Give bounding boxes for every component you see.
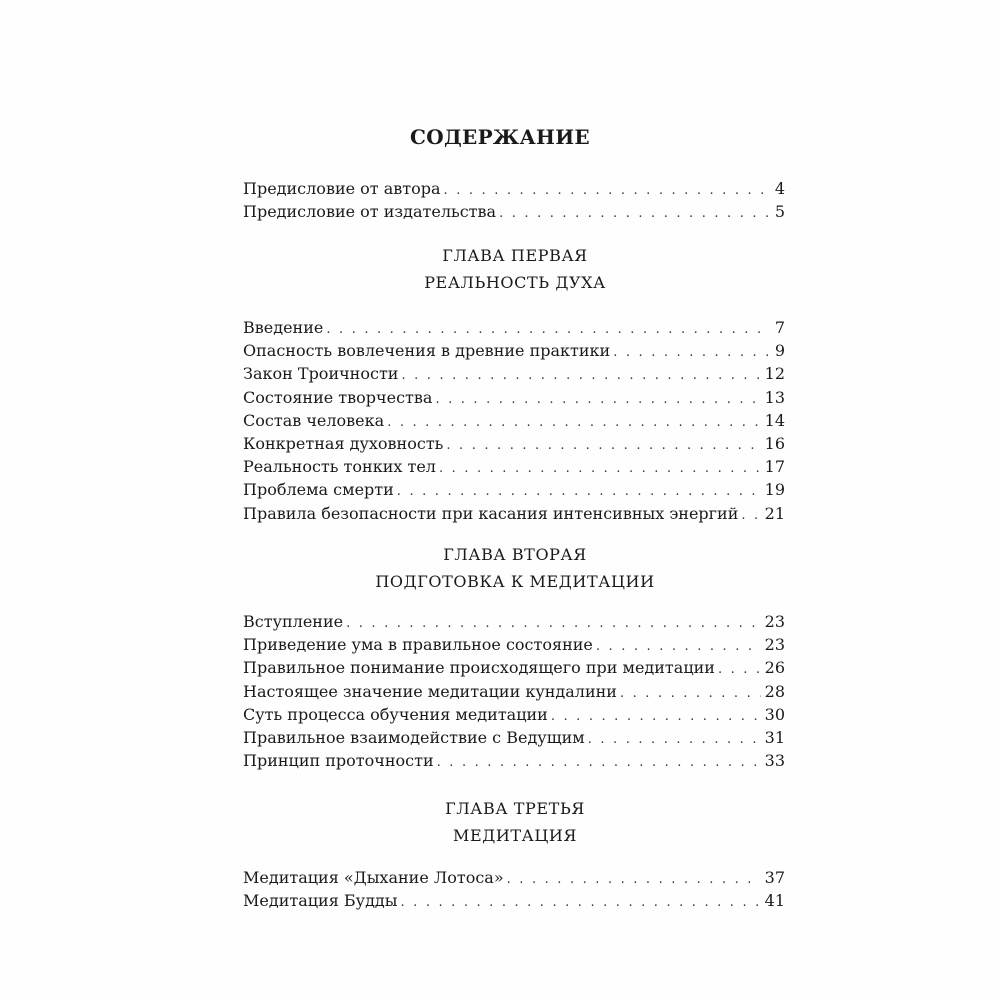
toc-entry-page: 4 [774, 179, 785, 198]
toc-entry-page: 31 [764, 727, 785, 747]
dot-leader [741, 504, 760, 527]
toc-entry-label: Медитация Будды [243, 891, 398, 911]
dot-leader [620, 682, 761, 705]
toc-entry [243, 316, 785, 339]
toc-entry [243, 680, 785, 703]
toc-entry [243, 889, 785, 912]
chapter-name: МЕДИТАЦИЯ [452, 826, 578, 845]
toc-entry [243, 749, 785, 772]
toc-entry-page: 16 [764, 433, 785, 453]
chapter-heading [0, 541, 1000, 595]
toc-entry [243, 478, 785, 501]
toc-entry [243, 200, 785, 223]
chapter-2-list [243, 610, 785, 772]
dot-leader [613, 341, 771, 364]
toc-entry-label: Состояние творчества [243, 387, 433, 407]
toc-entry-page: 7 [774, 318, 785, 337]
toc-entry-page: 13 [764, 387, 785, 407]
toc-entry [243, 610, 785, 633]
toc-entry-label: Опасность вовлечения в древние практики [243, 341, 611, 361]
dot-leader [435, 388, 760, 411]
toc-entry [243, 502, 785, 525]
toc-entry-label: Медитация «Дыхание Лотоса» [243, 868, 504, 887]
contents-title: СОДЕРЖАНИЕ [410, 125, 590, 149]
toc-entry-label: Принцип проточности [243, 751, 434, 771]
toc-entry [243, 386, 785, 409]
toc-entry-page: 9 [774, 341, 785, 361]
dot-leader [439, 457, 761, 480]
toc-entry [243, 633, 785, 656]
toc-entry [243, 455, 785, 478]
dot-leader [387, 411, 760, 434]
toc-entry [243, 656, 785, 679]
toc-entry-label: Введение [243, 318, 324, 337]
toc-entry-label: Приведение ума в правильное состояние [243, 635, 593, 655]
toc-entry-label: Предисловие от издательства [243, 202, 497, 222]
toc-entry-page: 14 [764, 410, 785, 430]
toc-entry-label: Правильное взаимодействие с Ведущим [243, 727, 585, 747]
toc-entry-label: Предисловие от автора [243, 179, 441, 198]
toc-entry-page: 5 [774, 202, 785, 222]
dot-leader [401, 891, 761, 914]
toc-entry-page: 37 [764, 868, 785, 887]
toc-entry-label: Состав человека [243, 410, 385, 430]
dot-leader [507, 868, 761, 891]
toc-entry [243, 866, 785, 889]
dot-leader [346, 612, 761, 635]
dot-leader [718, 658, 761, 681]
toc-entry [243, 339, 785, 362]
toc-entry-label: Настоящее значение медитации кундалини [243, 681, 617, 701]
toc-entry [243, 703, 785, 726]
dot-leader [588, 728, 761, 751]
toc-entry-page: 41 [764, 891, 785, 911]
toc-entry-page: 33 [764, 751, 785, 771]
dot-leader [551, 705, 761, 728]
toc-entry-label: Конкретная духовность [243, 433, 444, 453]
toc-entry-page: 28 [764, 681, 785, 701]
dot-leader [596, 635, 761, 658]
chapter-heading [0, 795, 1000, 849]
toc-entry-label: Вступление [243, 612, 344, 631]
toc-entry-page: 17 [764, 457, 785, 477]
chapter-number: ГЛАВА ВТОРАЯ [443, 545, 587, 564]
toc-entry [243, 409, 785, 432]
toc-entry-label: Закон Троичности [243, 364, 399, 384]
toc-entry-label: Правильное понимание происходящего при медитации [243, 658, 715, 678]
toc-entry [243, 362, 785, 385]
preface-list [243, 177, 785, 223]
toc-entry [243, 726, 785, 749]
dot-leader [499, 202, 771, 225]
toc-entry-page: 19 [764, 480, 785, 500]
toc-entry-label: Проблема смерти [243, 480, 394, 500]
dot-leader [446, 434, 760, 457]
toc-entry-page: 26 [764, 658, 785, 678]
toc-entry-page: 23 [764, 635, 785, 655]
toc-entry-page: 12 [764, 364, 785, 384]
dot-leader [326, 318, 770, 341]
chapter-1-list [243, 316, 785, 525]
chapter-3-list [243, 866, 785, 912]
toc-entry [243, 432, 785, 455]
toc-entry-label: Правила безопасности при касания интенсивных энергий [243, 503, 739, 523]
chapter-name: ПОДГОТОВКА К МЕДИТАЦИИ [375, 572, 655, 591]
chapter-number: ГЛАВА ТРЕТЬЯ [445, 799, 585, 818]
toc-entry-page: 23 [764, 612, 785, 631]
toc-entry-label: Суть процесса обучения медитации [243, 704, 548, 724]
dot-leader [401, 364, 760, 387]
toc-entry-page: 30 [764, 704, 785, 724]
toc-entry-label: Реальность тонких тел [243, 457, 436, 477]
dot-leader [397, 480, 761, 503]
dot-leader [437, 751, 761, 774]
dot-leader [444, 179, 771, 202]
chapter-heading [0, 242, 1000, 296]
toc-entry-page: 21 [764, 503, 785, 523]
toc-entry [243, 177, 785, 200]
chapter-number: ГЛАВА ПЕРВАЯ [442, 246, 588, 265]
chapter-name: РЕАЛЬНОСТЬ ДУХА [424, 273, 606, 292]
